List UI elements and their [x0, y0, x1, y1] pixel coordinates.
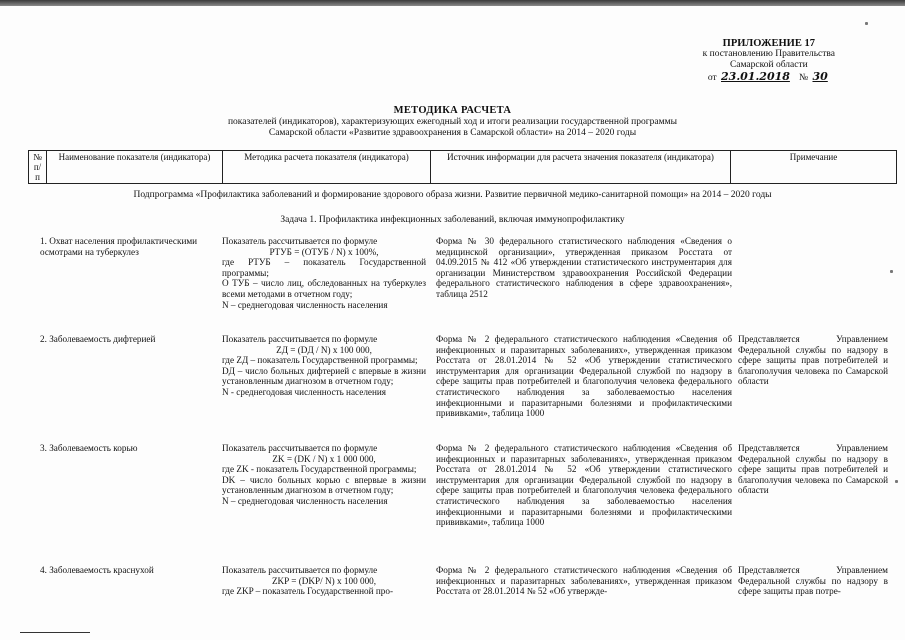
appendix-line2: Самарской области [729, 60, 808, 70]
footer-rule [20, 632, 90, 633]
handwritten-date: 23.01.2018 [721, 70, 790, 83]
page-title: МЕТОДИКА РАСЧЕТА [393, 105, 512, 116]
row-source: Форма № 30 федерального статистического наблюдения «Сведения о медицинской организации», утвержденная приказом Росстата от 04.09.2015 № 412 «Об утверждении статистического инструментария для организации Министерством здравоохранения Российской Федерации федерального статистического наблюдения в сфере здравоохранения», таблица 2512 [436, 236, 732, 299]
method-formula: PТУБ = (OТУБ / N) х 100%, [269, 246, 379, 257]
title-subline-2: Самарской области «Развитие здравоохранения в Самарской области» на 2014 – 2020 годы [268, 128, 637, 138]
appendix-block [703, 38, 835, 84]
method-intro: Показатель рассчитывается по формуле [222, 236, 378, 246]
row-name: 2. Заболеваемость дифтерией [40, 334, 156, 344]
row-source: Форма № 2 федерального статистического наблюдения «Сведения об инфекционных и паразитарных заболеваниях», утвержденная приказом Росстата от 28.01.2014 № 52 «Об утвержде- [436, 565, 732, 597]
row-method [222, 443, 426, 507]
row-source: Форма № 2 федерального статистического наблюдения «Сведения об инфекционных и паразитарных заболеваниях», утвержденная приказом Росстата от 28.01.2014 № 52 «Об утверждении статистического инструментария для организации Федеральной службой по надзору в сфере защиты прав потребителей и благополучия человека федерального статистического наблюдения за заболеваемостью населения инфекционными и паразитарными болезнями и профилактическими прививками», таблица 1000 [436, 443, 732, 528]
method-intro: Показатель рассчитывается по формуле [222, 443, 378, 453]
method-line: где PТУБ – показатель Государственной программы; [222, 257, 426, 278]
scan-top-edge [0, 0, 905, 6]
header-source: Источник информации для расчета значения показателя (индикатора) [431, 151, 731, 184]
handwritten-number: 30 [812, 70, 828, 83]
row-method [222, 334, 426, 398]
row-source: Форма № 2 федерального статистического наблюдения «Сведения об инфекционных и паразитарных заболеваниях», утвержденная приказом Росстата от 28.01.2014 № 52 «Об утверждении статистического инструментария для организации Федеральной службой по надзору в сфере защиты прав потребителей и благополучия человека федерального статистического наблюдения за заболеваемостью населения инфекционными и паразитарными болезнями и профилактическими прививками», таблица 1000 [436, 334, 732, 419]
row-note: Представляется Управлением Федеральной службы по надзору в сфере защиты прав потребителей и благополучия человека по Самарской области [738, 334, 888, 387]
scan-artifact [865, 22, 868, 25]
table-header [28, 150, 897, 184]
appendix-line1: к постановлению Правительства [702, 49, 835, 59]
row-note: Представляется Управлением Федеральной службы по надзору в сфере защиты прав потребителей и благополучия человека по Самарской области [738, 443, 888, 496]
method-line: где ZД – показатель Государственной программы; [222, 355, 418, 366]
method-line: DK – число больных корью с впервые в жизни установленным диагнозом в отчетном году; [222, 474, 426, 496]
method-formula: ZKP = (DKP/ N) х 100 000, [271, 575, 377, 586]
method-intro: Показатель рассчитывается по формуле [222, 334, 378, 344]
method-line: где ZK - показатель Государственной программы; [222, 464, 417, 475]
method-line: O ТУБ – число лиц, обследованных на туберкулез всеми методами в отчетном году; [222, 278, 426, 299]
method-intro: Показатель рассчитывается по формуле [222, 565, 378, 575]
row-method [222, 565, 426, 597]
header-name: Наименование показателя (индикатора) [47, 151, 223, 184]
task-heading: Задача 1. Профилактика инфекционных заболеваний, включая иммунопрофилактику [280, 215, 625, 225]
row-name: 1. Охват населения профилактическими осмотрами на туберкулез [40, 236, 198, 257]
row-name: 4. Заболеваемость краснухой [40, 565, 154, 575]
method-line: где ZKP – показатель Государственной про- [222, 586, 394, 597]
method-line: N – среднегодовая численность населения [222, 495, 388, 506]
header-method: Методика расчета показателя (индикатора) [223, 151, 431, 184]
method-line: DД – число больных дифтерией с впервые в жизни установленным диагнозом в отчетном году; [222, 365, 426, 387]
scan-artifact [890, 270, 893, 273]
number-prefix: № [799, 73, 809, 83]
appendix-date-line [703, 71, 835, 84]
method-line: N – среднегодовая численность населения [222, 299, 388, 310]
method-formula: ZK = (DK / N) х 1 000 000, [272, 453, 376, 464]
subprogram-heading: Подпрограмма «Профилактика заболеваний и формирование здорового образа жизни. Развитие первичной медико-санитарной помощи» на 2014 – 2020 годы [133, 190, 772, 200]
row-name: 3. Заболеваемость корью [40, 443, 138, 453]
row-note: Представляется Управлением Федеральной службы по надзору в сфере защиты прав потре- [738, 565, 888, 597]
row-method [222, 236, 426, 310]
title-subline-1: показателей (индикаторов), характеризующих ежегодный ход и итоги реализации государственной программы [227, 117, 678, 127]
header-num: № п/п [29, 151, 47, 184]
header-note: Примечание [731, 151, 897, 184]
date-prefix: от [707, 73, 717, 83]
method-line: N - среднегодовая численность населения [222, 386, 387, 397]
method-formula: ZД = (DД / N) х 100 000, [276, 344, 372, 355]
appendix-number: ПРИЛОЖЕНИЕ 17 [722, 38, 815, 49]
scan-artifact [895, 480, 898, 483]
